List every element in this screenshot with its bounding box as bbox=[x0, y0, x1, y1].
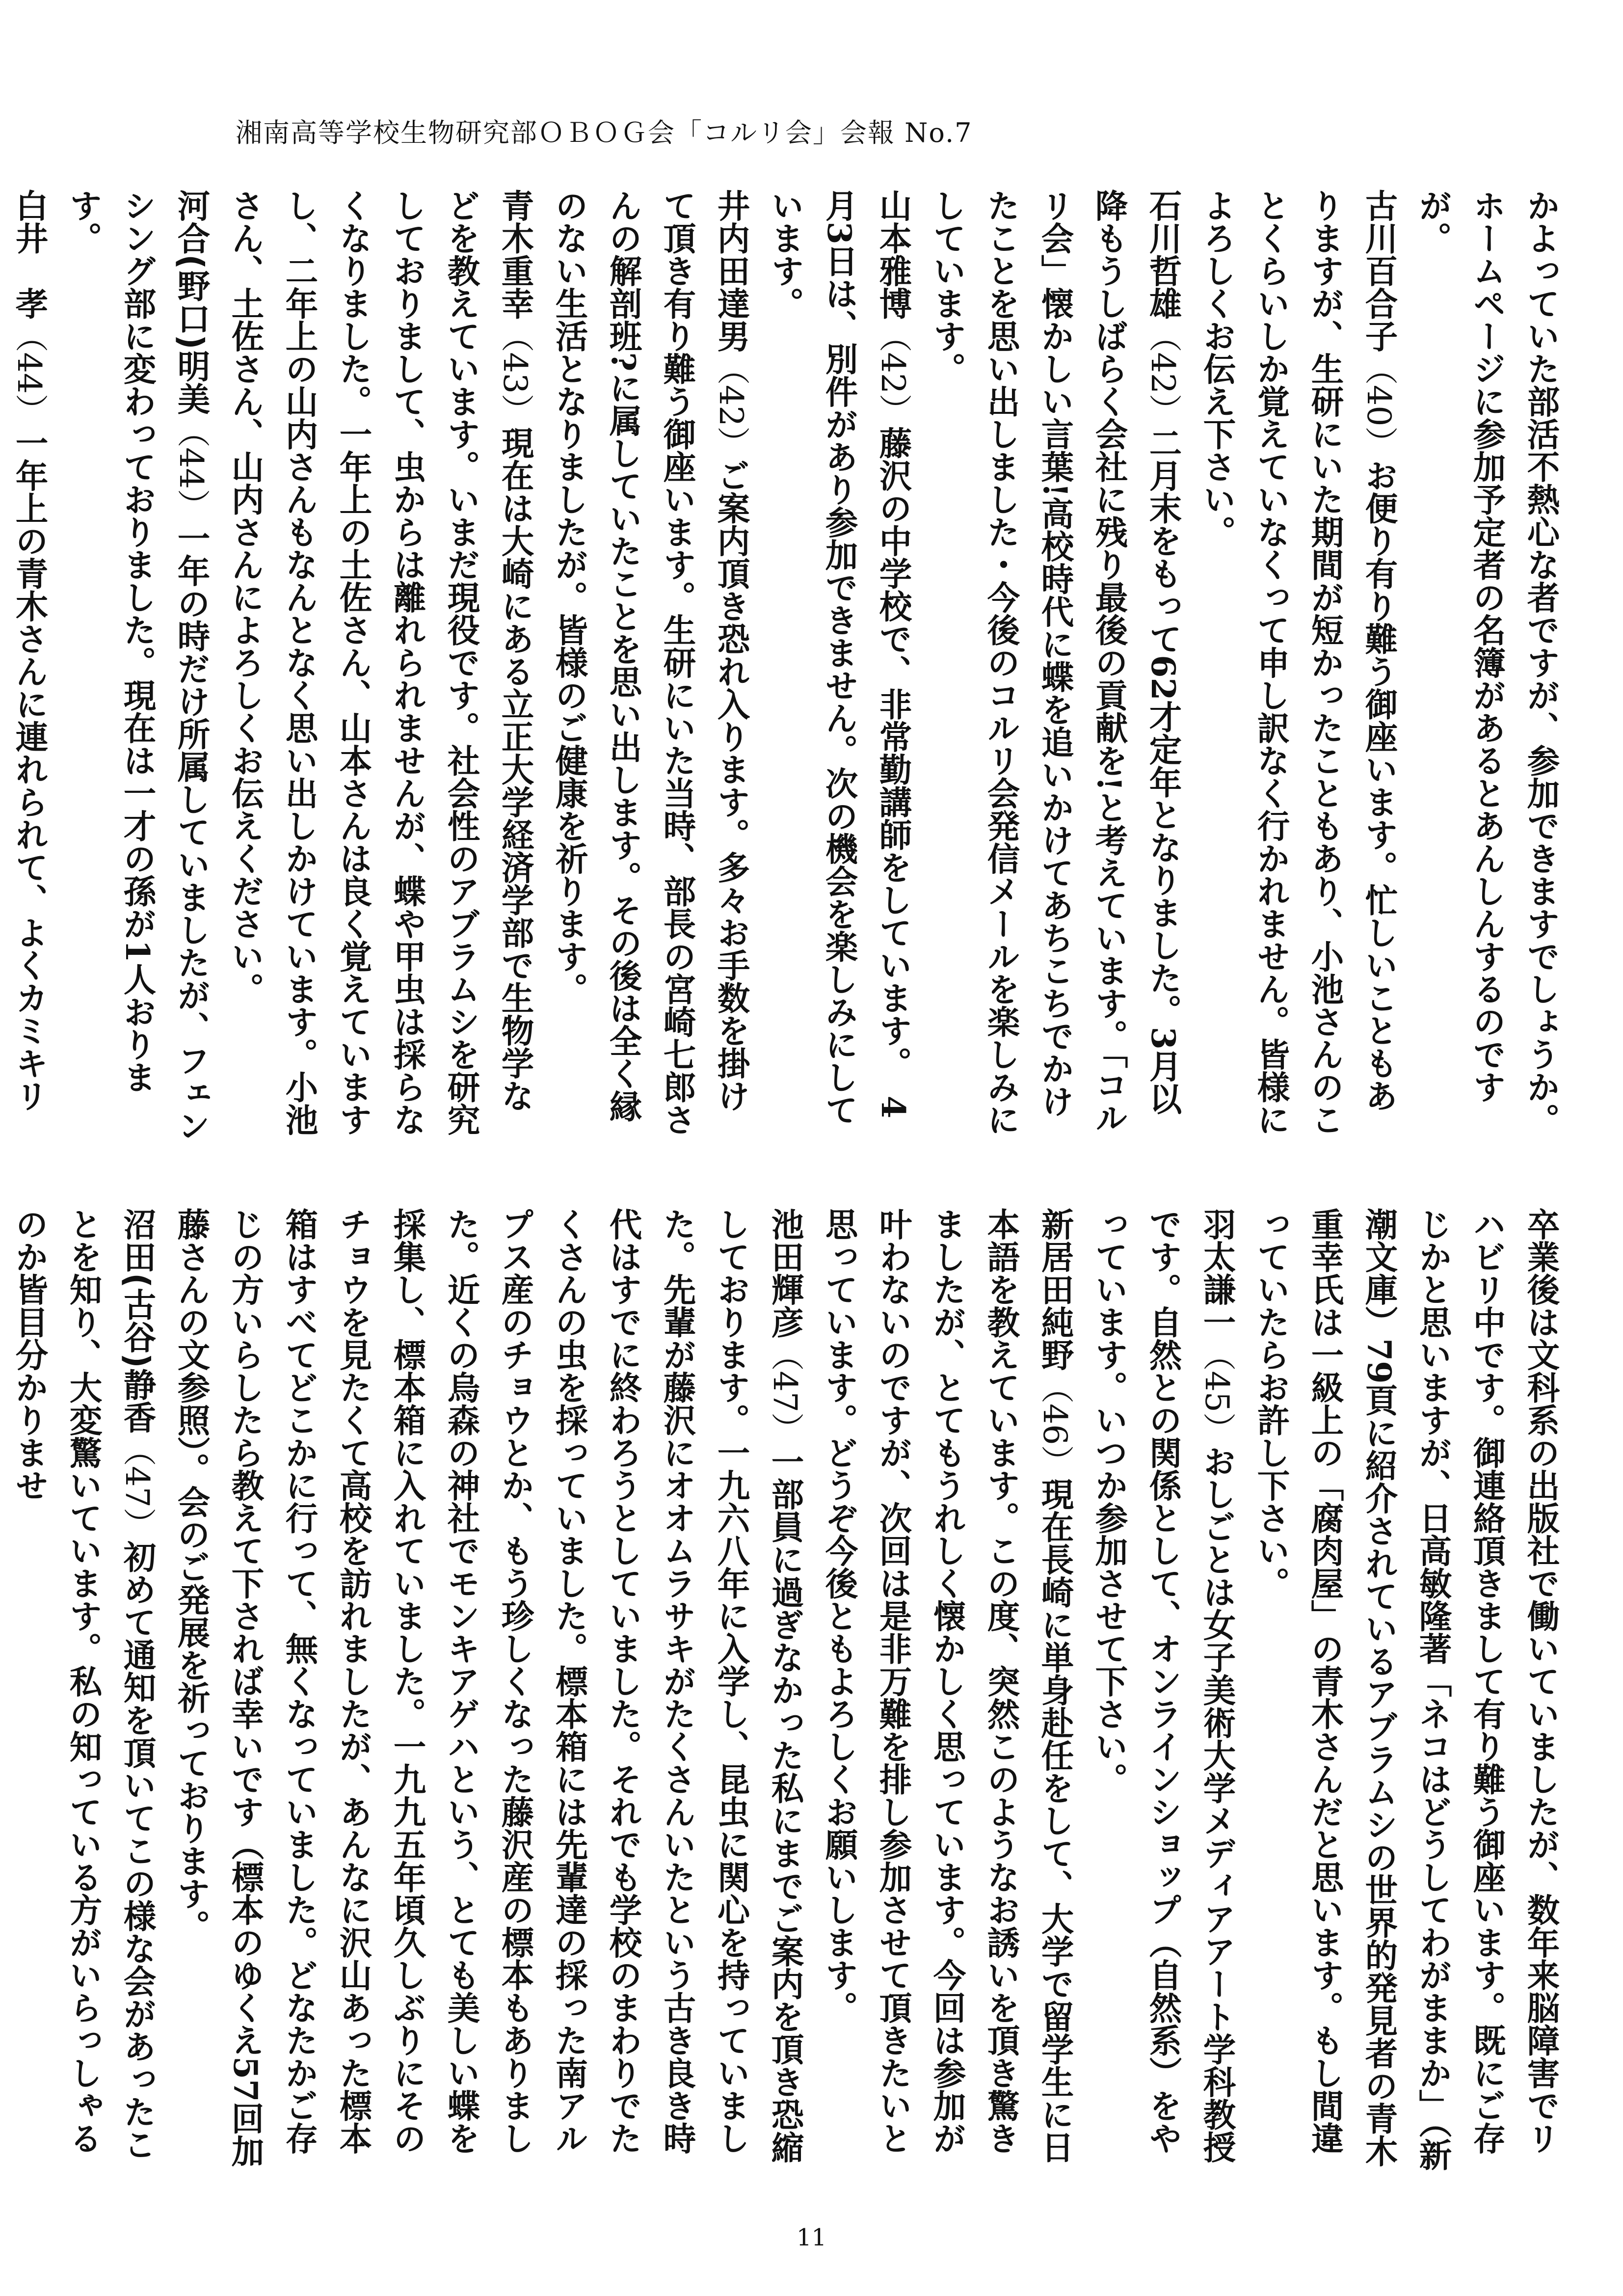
entry-text: 一年上の青木さんに連れられて、よくカミキリ bbox=[10, 426, 49, 1112]
entry-text: 現在長崎に単身赴任をして、大学で留学生に日本語を教えています。この度、突然このようなお誘いを頂き驚きましたが、とてもうれしく懐かしく思っています。今回は参加が叶わないのですが、次回は是非万難を排し参加させて頂きたいと思っています。どうぞ今後ともよろしくお願いします。 bbox=[820, 1208, 1074, 2163]
entry-name: 羽太謙一 bbox=[1198, 1208, 1236, 1338]
entry-text: 一部員に過ぎなかった私にまでご案内を頂き恐縮しております。一九六八年に入学し、昆虫に関心を持っていました。先輩が藤沢にオオムラサキがたくさんいたという古き良き時代はすでに終わろうとしていました。それでも学校のまわりでたくさんの虫を採っていました。標本箱には先輩達の採った南アルプス産のチョウとか、もう珍しくなった藤沢産の標本もありました。近くの烏森の神社でモンキアゲハという、とても美しい蝶を採集し、標本箱に入れていました。一九九五年頃久しぶりにそのチョウを見たくて高校を訪れましたが、あんなに沢山あった標本箱はすべてどこかに行って、無くなっていました。どなたかご存じの方いらしたら教えて下されば幸いです（標本のゆくえ57回加藤さんの文参照）。会のご発展を祈っております。 bbox=[172, 1208, 804, 2167]
entry-name: 池田輝彦 bbox=[766, 1208, 804, 1338]
entry-text: お便り有り難う御座います。忙しいこともありますが、生研にいた期間が短かったこともあり、小池さんのことくらいしか覚えていなくって申し訳なく行かれません。皆様によろしくお伝え下さい。 bbox=[1198, 189, 1398, 1136]
entry-name: 山本雅博 bbox=[874, 189, 912, 320]
page-header: 湘南高等学校生物研究部ＯＢＯＧ会「コルリ会」会報 No.7 bbox=[236, 117, 973, 148]
entry-shirai bbox=[0, 189, 56, 1144]
entry-age: （40） bbox=[1360, 352, 1398, 459]
entry-ishikawa bbox=[920, 189, 1190, 1144]
entry-name: 井内田達男 bbox=[712, 189, 750, 352]
entry-niida bbox=[812, 1208, 1082, 2180]
entry-furukawa bbox=[1190, 189, 1406, 1144]
entry-habuta bbox=[1082, 1208, 1244, 2180]
entry-yamamoto bbox=[758, 189, 920, 1144]
entry-text: 藤沢の中学校で、非常勤講師をしています。 4月3日は、別件があり参加できません。次の機会を楽しみにしています。 bbox=[766, 189, 912, 1126]
entry-text: 初めて通知を頂いてこの様な会があったことを知り、大変驚いています。私の知っている方がいらっしゃるのか皆目分かりませ bbox=[10, 1208, 157, 2161]
entry-ikeda bbox=[164, 1208, 812, 2180]
entry-name: 青木重幸 bbox=[496, 189, 534, 320]
entry-text: 一年の時だけ所属していましたが、フェンシング部に変わっておりました。現在は一才の孫が1人おります。 bbox=[64, 189, 211, 1142]
entry-age: （42） bbox=[874, 320, 912, 427]
entry-name: 古川百合子 bbox=[1360, 189, 1398, 352]
entry-age: （46） bbox=[1036, 1371, 1074, 1478]
entry-name: 河合(野口)明美 bbox=[172, 189, 211, 415]
entry-text: かよっていた部活不熱心な者ですが、参加できますでしょうか。ホームページに参加予定者の名簿があるとあんしんするのですが。 bbox=[1414, 189, 1560, 1136]
page-number: 11 bbox=[796, 2224, 827, 2251]
entry-kawai bbox=[56, 189, 218, 1144]
entry-age: （43） bbox=[496, 320, 534, 427]
entry-text: ご案内頂き恐れ入ります。多々お手数を掛けて頂き有り難う御座います。生研にいた当時、部長の宮崎七郎さんの解剖班?に属していたことを思い出します。その後は全く縁のない生活となりましたが。皆様のご健康を祈ります。 bbox=[550, 189, 750, 1136]
entry-text: 二月末をもって62才定年となりました。3月以降もうしばらく会社に残り最後の貢献を!と考えています。「コルリ会」懐かしい言葉!高校時代に蝶を追いかけてあちこちでかけたことを思い出しました・今後のコルリ会発信メールを楽しみにしています。 bbox=[928, 189, 1182, 1136]
entry-age: （47） bbox=[766, 1338, 804, 1445]
entry-age: （45） bbox=[1198, 1338, 1236, 1445]
entry-text: 卒業後は文科系の出版社で働いていましたが、数年来脳障害でリハビリ中です。御連絡頂きまして有り難う御座います。既にご存じかと思いますが、日高敏隆著「ネコはどうしてわがままか」（新潮文庫）79頁に紹介されているアブラムシの世界的発見者の青木重幸氏は一級上の「腐肉屋」の青木さんだと思います。もし間違っていたらお許し下さい。 bbox=[1252, 1208, 1560, 2171]
entry-name: 石川哲雄 bbox=[1144, 189, 1182, 320]
entry-continued-lower bbox=[1244, 1208, 1568, 2180]
entry-age: （42） bbox=[1144, 320, 1182, 427]
entry-age: （44） bbox=[10, 320, 49, 427]
entry-aoki bbox=[218, 189, 542, 1144]
entry-continued-upper bbox=[1406, 189, 1568, 1144]
entry-text: 現在は大崎にある立正大学経済学部で生物学などを教えています。いまだ現役です。社会性のアブラムシを研究しておりまして、虫からは離れられませんが、蝶や甲虫は採らなくなりました。一年上の土佐さん、山本さんは良く覚えていますし、二年上の山内さんもなんとなく思い出しかけています。小池さん、土佐さん、山内さんによろしくお伝えください。 bbox=[226, 189, 534, 1136]
entry-age: （44） bbox=[172, 414, 211, 522]
upper-text-block bbox=[10, 189, 1568, 1144]
entry-numata bbox=[2, 1208, 164, 2180]
entry-iuchida bbox=[542, 189, 758, 1144]
entry-text: おしごとは女子美術大学メディアアート学科教授です。自然との関係として、オンラインショップ（自然系）をやっています。いつか参加させて下さい。 bbox=[1090, 1208, 1236, 2163]
lower-text-block bbox=[10, 1208, 1568, 2180]
entry-name: 沼田(古谷)静香 bbox=[118, 1208, 157, 1433]
entry-name: 白井 孝 bbox=[10, 189, 49, 320]
entry-age: （42） bbox=[712, 352, 750, 459]
entry-age: （47） bbox=[118, 1433, 157, 1540]
entry-name: 新居田純野 bbox=[1036, 1208, 1074, 1371]
